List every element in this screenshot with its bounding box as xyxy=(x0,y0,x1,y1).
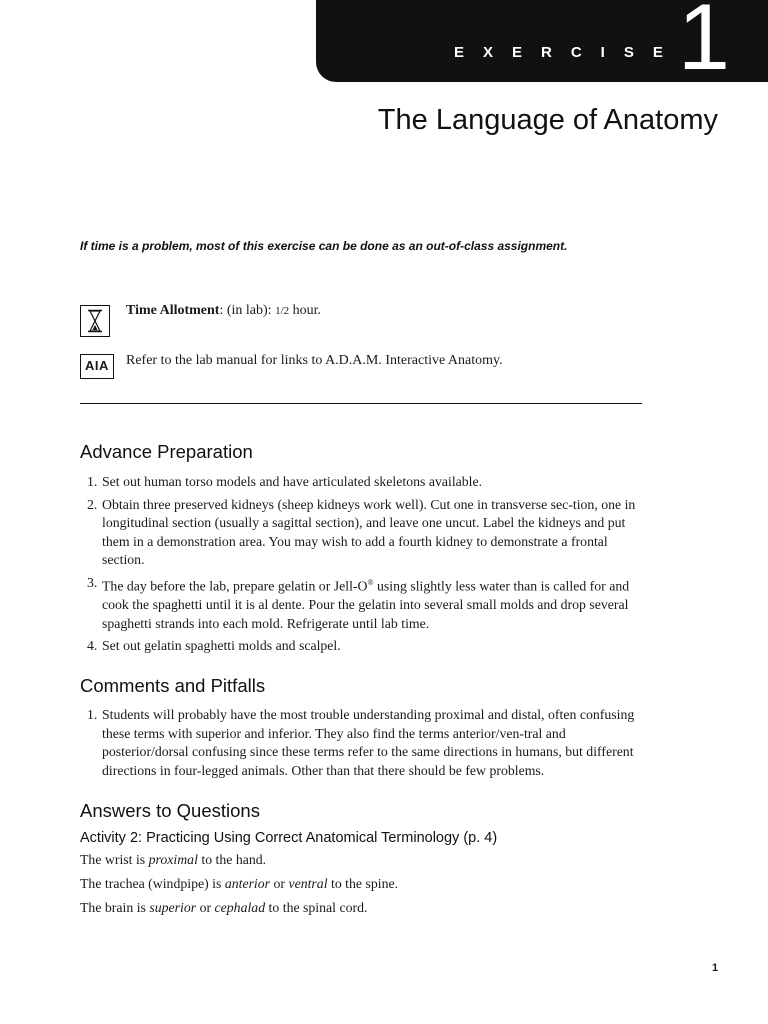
aia-reference: Refer to the lab manual for links to A.D.A.M. Interactive Anatomy. xyxy=(126,353,503,368)
list-text: The day before the lab, prepare gelatin or Jell-O xyxy=(102,578,368,594)
section-divider xyxy=(80,403,642,404)
answer-term: proximal xyxy=(148,852,198,868)
comments-list xyxy=(80,706,640,780)
list-text: Set out gelatin spaghetti molds and scalpel. xyxy=(102,638,341,654)
answer-text: or xyxy=(270,875,289,891)
list-number: 3. xyxy=(87,574,98,590)
list-number: 2. xyxy=(87,496,98,512)
assignment-note: If time is a problem, most of this exercise can be done as an out-of-class assignment. xyxy=(80,239,568,253)
list-text: Students will probably have the most trouble understanding proximal and distal, often confusing these terms with superior and inferior. They also find the terms anterior/ven-tral and posterior/dorsal confusing since these terms refer to the same directions in humans, but different directions in four-legged animals. Other than that there should be few problems. xyxy=(102,706,635,778)
registered-mark: ® xyxy=(367,577,374,587)
answer-text: to the spinal cord. xyxy=(265,899,368,915)
answer-line xyxy=(80,875,640,894)
answer-text: to the spine. xyxy=(327,875,399,891)
list-item xyxy=(80,473,640,492)
time-allotment-unit: hour. xyxy=(289,303,322,318)
time-allotment-text: : (in lab): xyxy=(219,303,276,318)
hourglass-icon xyxy=(80,305,110,337)
list-item xyxy=(80,706,640,780)
aia-badge: AIA xyxy=(80,354,114,379)
answer-term: anterior xyxy=(224,875,271,891)
list-item xyxy=(80,496,640,570)
exercise-banner xyxy=(316,0,768,89)
answers-heading: Answers to Questions xyxy=(80,800,260,822)
answer-term: cephalad xyxy=(214,899,266,915)
page-title: The Language of Anatomy xyxy=(377,104,718,136)
activity-heading: Activity 2: Practicing Using Correct Anatomical Terminology (p. 4) xyxy=(80,830,498,847)
list-item xyxy=(80,637,640,656)
answer-text: The brain is xyxy=(80,899,150,915)
list-item xyxy=(80,574,640,633)
list-number: 4. xyxy=(87,638,98,654)
answer-text: The trachea (windpipe) is xyxy=(80,875,225,891)
time-allotment-fraction: 1/2 xyxy=(275,305,290,317)
advance-preparation-list xyxy=(80,473,640,656)
answer-line xyxy=(80,851,640,870)
list-text: using slightly less water than is called for and cook the spaghetti until it is al dente. Pour the gelatin into several small molds and drop several spaghetti strands into each mold. Refrigerate until lab time. xyxy=(102,578,630,631)
exercise-number: 1 xyxy=(677,0,730,89)
list-text: Set out human torso models and have articulated skeletons available. xyxy=(102,474,483,489)
time-allotment-label: Time Allotment xyxy=(126,303,220,318)
answer-text: or xyxy=(196,899,215,915)
page-number: 1 xyxy=(712,962,719,974)
answer-text: The wrist is xyxy=(80,852,149,868)
time-allotment xyxy=(126,303,321,319)
advance-preparation-heading: Advance Preparation xyxy=(80,441,253,462)
answer-text: to the hand. xyxy=(197,852,267,868)
exercise-label: EXERCISE xyxy=(454,44,682,61)
list-number: 1. xyxy=(87,706,98,722)
main-content xyxy=(80,441,640,917)
comments-heading: Comments and Pitfalls xyxy=(80,674,266,696)
list-text: Obtain three preserved kidneys (sheep kidneys work well). Cut one in transverse sec-tion, one in longitudinal section (usually a sagittal section), and leave one uncut. Label the kidneys and put them in a demonstration area. You may wish to add a fourth kidney to demonstrate a frontal section. xyxy=(102,496,636,568)
answer-term: superior xyxy=(149,899,197,915)
list-number: 1. xyxy=(87,474,98,489)
answer-line xyxy=(80,899,640,918)
answer-term: ventral xyxy=(288,875,328,891)
